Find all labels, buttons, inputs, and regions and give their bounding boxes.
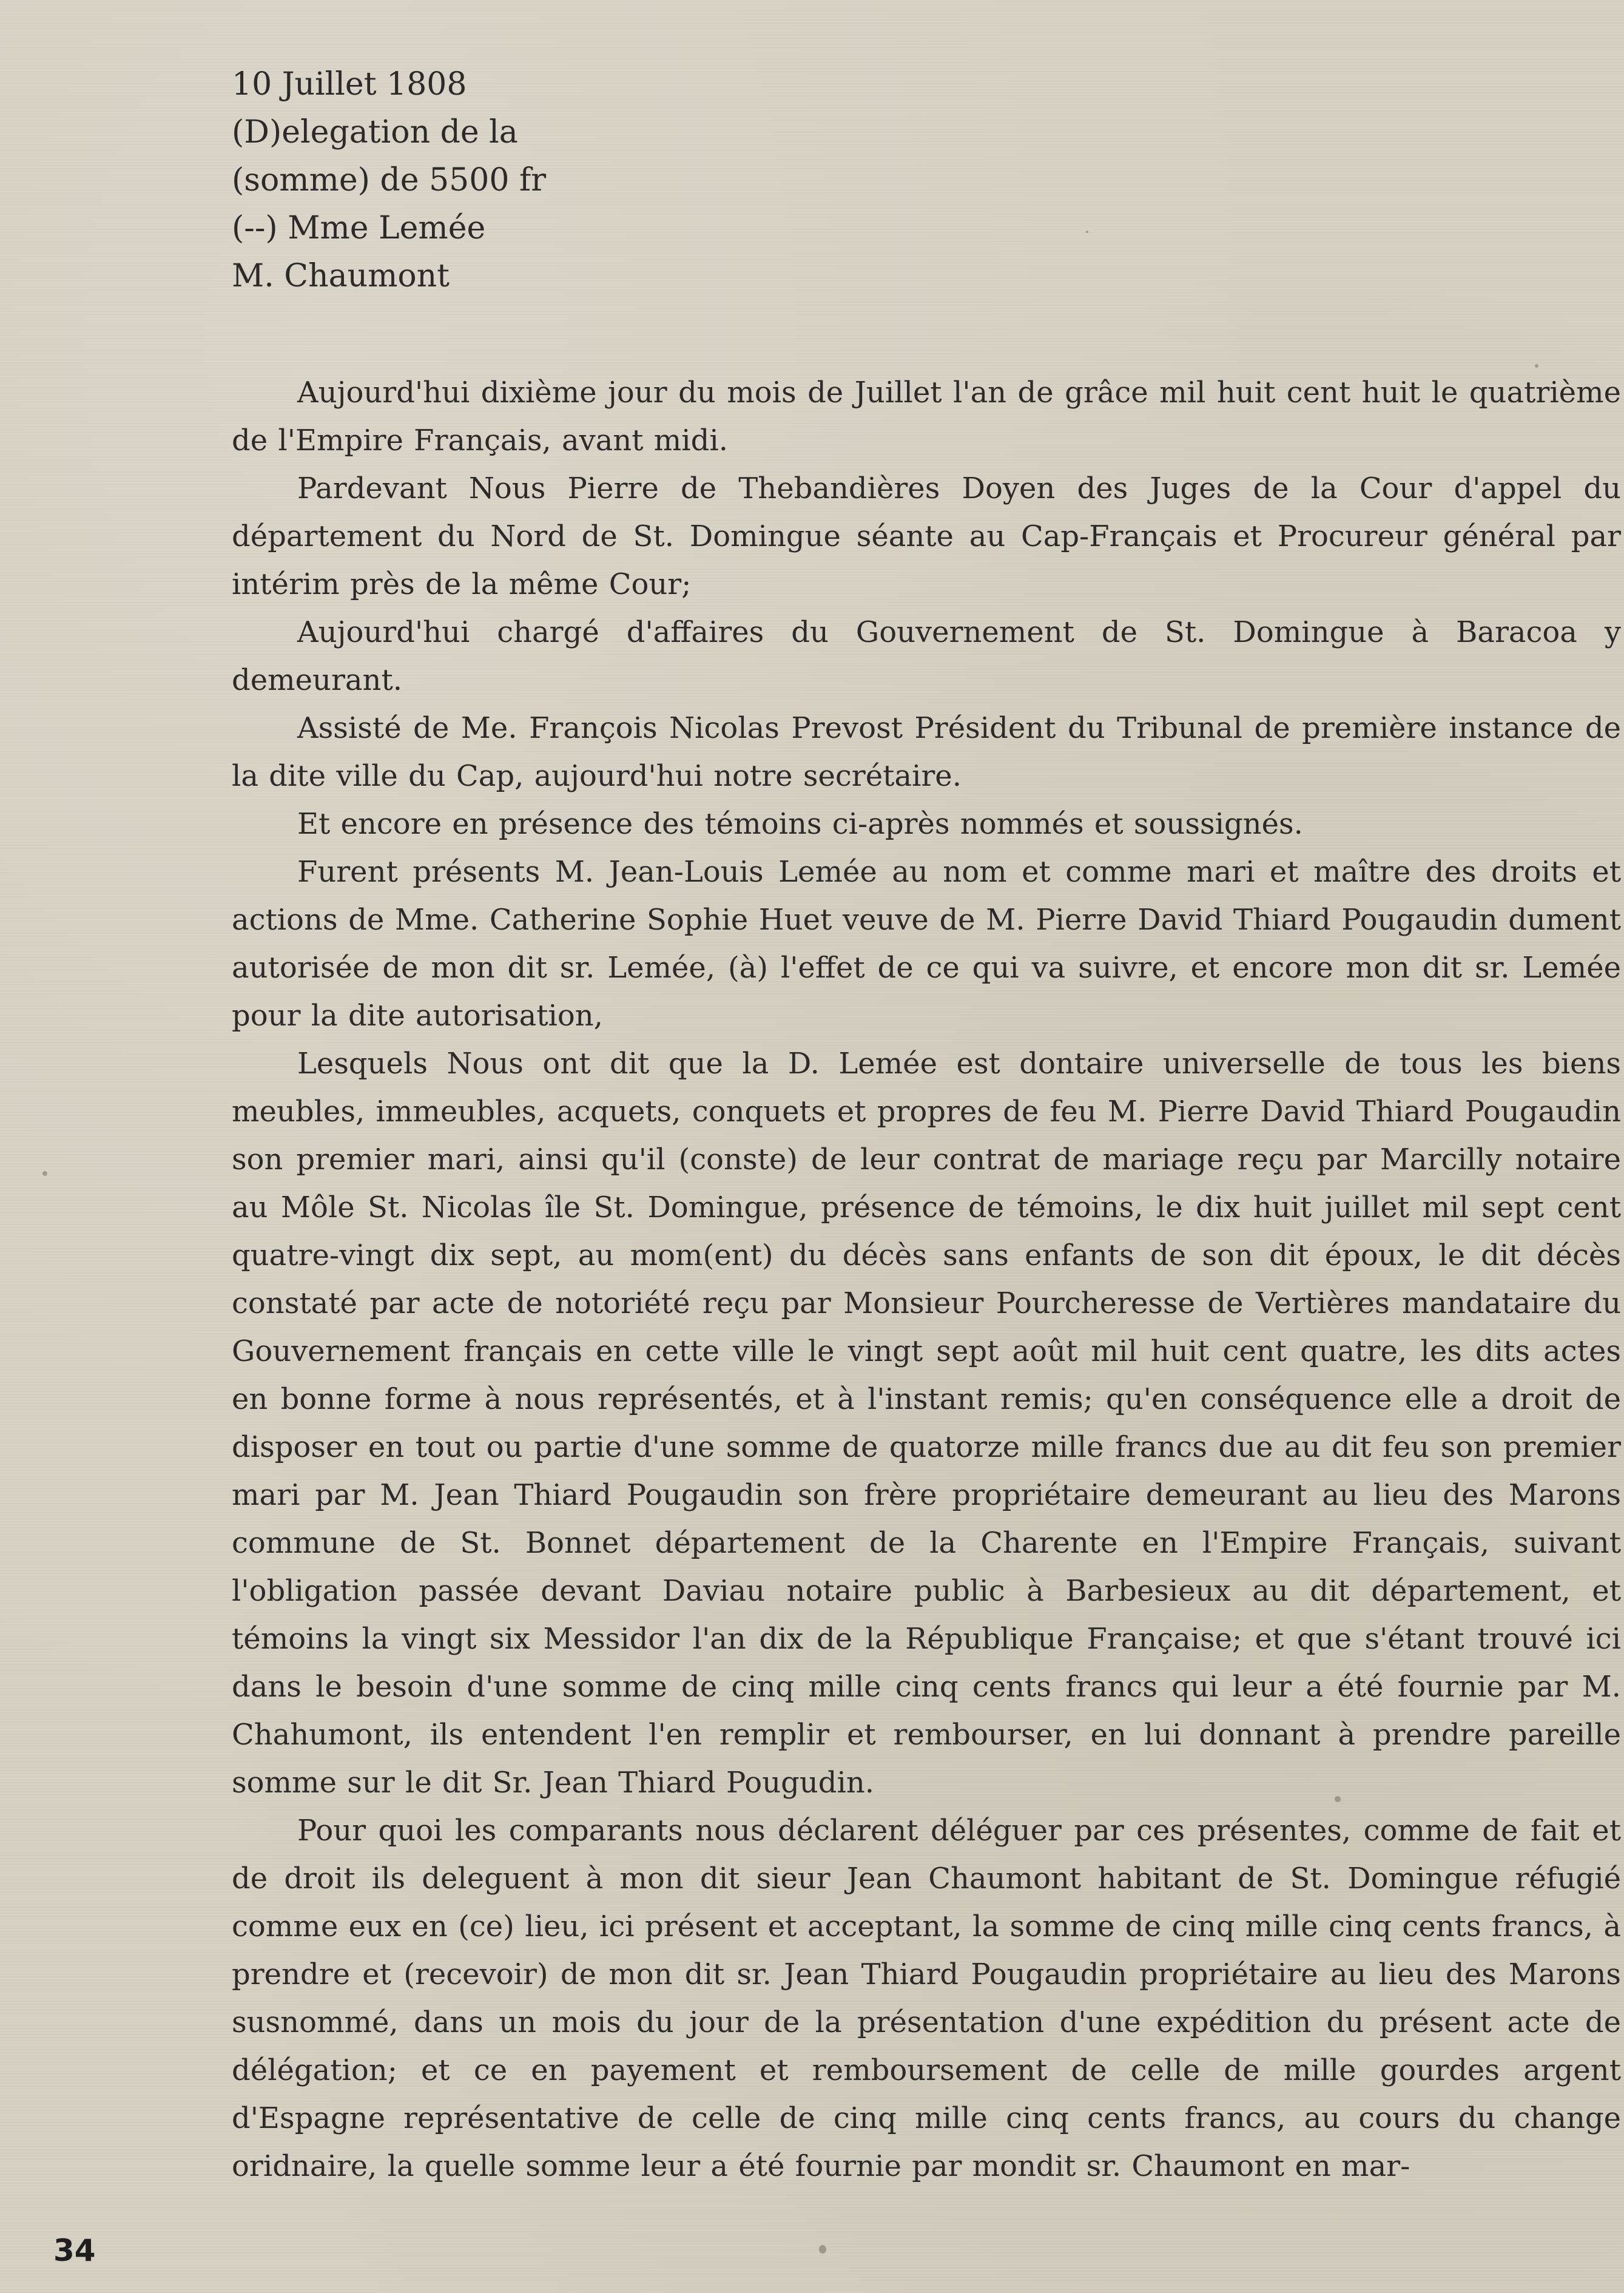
paragraph: Furent présents M. Jean-Louis Lemée au nom et comme mari et maître des droits et actions de Mme. Catherine Sophie Huet veuve de M. Pierre David Thiard Pougaudin dument autorisée de mon dit sr. Lemée, (à) l'effet de ce qui va suivre, et encore mon dit sr. Lemée pour la dite autorisation, xyxy=(232,855,1621,1033)
paper-speck xyxy=(1335,1796,1341,1802)
document-body xyxy=(232,369,1621,2190)
header-line: (somme) de 5500 fr xyxy=(232,162,547,198)
paragraph: Assisté de Me. François Nicolas Prevost Président du Tribunal de première instance de la dite ville du Cap, aujourd'hui notre secrétaire. xyxy=(232,711,1621,793)
paragraph: Aujourd'hui dixième jour du mois de Juillet l'an de grâce mil huit cent huit le quatrième de l'Empire Français, avant midi. xyxy=(232,376,1621,458)
paper-speck xyxy=(819,2245,826,2254)
header-line: (--) Mme Lemée xyxy=(232,210,486,246)
paragraph: Pour quoi les comparants nous déclarent déléguer par ces présentes, comme de fait et de droit ils deleguent à mon dit sieur Jean Chaumont habitant de St. Domingue réfugié comme eux en (ce) lieu, ici présent et acceptant, la somme de cinq mille cinq cents francs, à prendre et (recevoir) de mon dit sr. Jean Thiard Pougaudin propriétaire au lieu des Marons susnommé, dans un mois du jour de la présentation d'une expédition du présent acte de délégation; et ce en payement et remboursement de celle de mille gourdes argent d'Espagne représentative de celle de cinq mille cinq cents francs, au cours du change oridnaire, la quelle somme leur a été fournie par mondit sr. Chaumont en mar- xyxy=(232,1814,1621,2183)
paper-speck xyxy=(1535,364,1538,368)
paper-speck xyxy=(42,1171,47,1176)
paragraph: Lesquels Nous ont dit que la D. Lemée est dontaire universelle de tous les biens meubles, immeubles, acquets, conquets et propres de feu M. Pierre David Thiard Pougaudin son premier mari, ainsi qu'il (conste) de leur contrat de mariage reçu par Marcilly notaire au Môle St. Nicolas île St. Domingue, présence de témoins, le dix huit juillet mil sept cent quatre-vingt dix sept, au mom(ent) du décès sans enfants de son dit époux, le dit décès constaté par acte de notoriété reçu par Monsieur Pourcheresse de Vertières mandataire du Gouvernement français en cette ville le vingt sept août mil huit cent quatre, les dits actes en bonne forme à nous représentés, et à l'instant remis; qu'en conséquence elle a droit de disposer en tout ou partie d'une somme de quatorze mille francs due au dit feu son premier mari par M. Jean Thiard Pougaudin son frère propriétaire demeurant au lieu des Marons commune de St. Bonnet département de la Charente en l'Empire Français, suivant l'obligation passée devant Daviau notaire public à Barbesieux au dit département, et témoins la vingt six Messidor l'an dix de la République Française; et que s'étant trouvé ici dans le besoin d'une somme de cinq mille cinq cents francs qui leur a été fournie par M. Chahumont, ils entendent l'en remplir et rembourser, en lui donnant à prendre pareille somme sur le dit Sr. Jean Thiard Pougudin. xyxy=(232,1047,1621,1800)
paper-speck xyxy=(1086,231,1088,233)
header-line: (D)elegation de la xyxy=(232,114,518,150)
page-number: 34 xyxy=(53,2233,96,2268)
marginal-header xyxy=(232,61,899,300)
paragraph: Aujourd'hui chargé d'affaires du Gouvernement de St. Domingue à Baracoa y demeurant. xyxy=(232,615,1621,697)
paragraph: Et encore en présence des témoins ci-après nommés et soussignés. xyxy=(297,807,1303,841)
paragraph: Pardevant Nous Pierre de Thebandières Doyen des Juges de la Cour d'appel du département du Nord de St. Domingue séante au Cap-Français et Procureur général par intérim près de la même Cour; xyxy=(232,471,1621,601)
header-line: M. Chaumont xyxy=(232,258,450,294)
header-date: 10 Juillet 1808 xyxy=(232,66,467,103)
